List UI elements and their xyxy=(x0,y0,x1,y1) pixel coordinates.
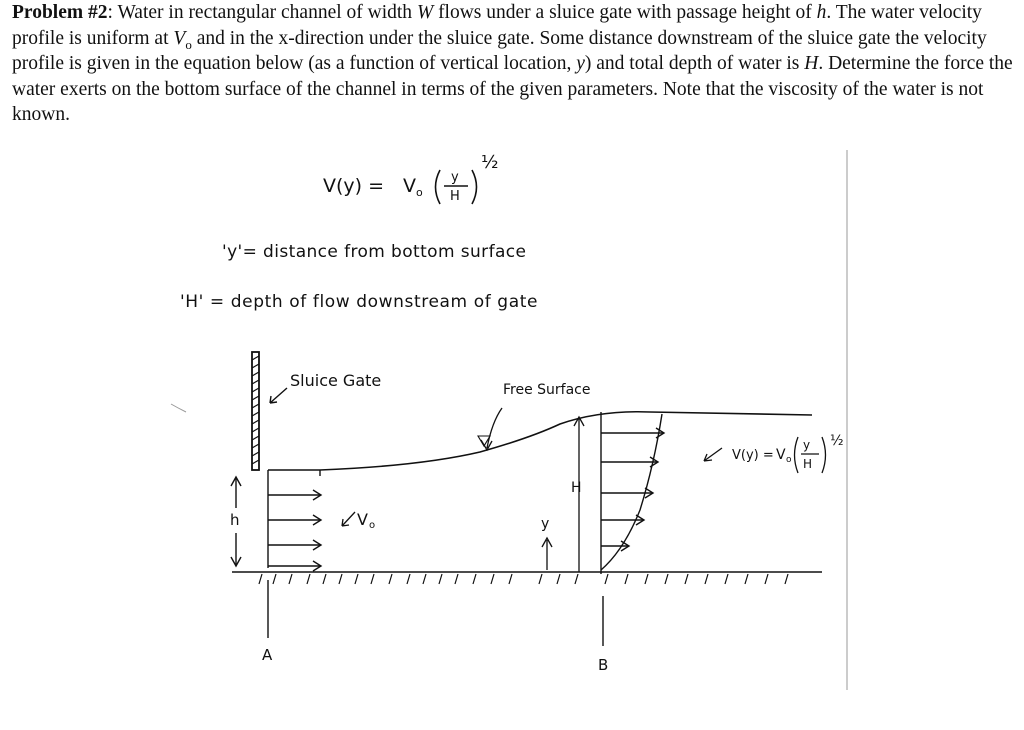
downstream-velocity-profile xyxy=(601,412,664,574)
eq-right-paren xyxy=(472,170,477,204)
def-H: 'H' = depth of flow downstream of gate xyxy=(180,292,539,312)
label-H: H xyxy=(571,480,582,496)
vo-pointer xyxy=(342,512,355,526)
sluice-gate-label: Sluice Gate xyxy=(290,371,382,390)
profile-eq-right-paren xyxy=(822,437,826,473)
label-y: y xyxy=(541,516,550,532)
profile-eq-exponent: ½ xyxy=(830,433,844,449)
profile-eq-frac-den: H xyxy=(803,457,813,471)
profile-eq-pointer xyxy=(704,448,722,461)
free-surface-label: Free Surface xyxy=(503,382,591,398)
problem-statement: Problem #2: Water in rectangular channel of width W flows under a sluice gate with passage height of h. The water velocity profile is uniform at $V_o$ and in the x-direction under the sluice gate. Some distance downstream of the sluice gate the velocity profile is given in the equation below (as a function of vertical location, y) and total depth of water is H. Determine the force the water exerts on the bottom surface of the channel in terms of the given parameters. Note that the viscosity of the water is not known. xyxy=(12,2,1013,125)
var-y: y xyxy=(576,53,585,74)
eq-coef-sub: o xyxy=(416,186,423,199)
profile-eq-coef-sub: o xyxy=(786,455,792,465)
free-surface-pointer xyxy=(481,408,502,450)
label-h: h xyxy=(230,511,240,529)
velocity-equation xyxy=(323,152,498,204)
bottom-hatching xyxy=(259,574,788,584)
label-b: B xyxy=(598,656,609,674)
sluice-gate xyxy=(252,352,259,470)
eq-left-paren xyxy=(436,170,441,204)
profile-eq-frac-num: y xyxy=(803,438,811,452)
profile-eq-left-paren xyxy=(795,437,799,473)
var-H: H xyxy=(804,53,819,74)
eq-lhs: V(y) = xyxy=(323,175,385,197)
eq-exponent: ½ xyxy=(481,152,499,173)
label-vo-sub: o xyxy=(369,520,376,531)
def-y: 'y'= distance from bottom surface xyxy=(222,242,527,262)
var-h: h xyxy=(816,2,827,23)
label-a: A xyxy=(262,646,273,664)
profile-eq-lhs: V(y) = xyxy=(732,448,774,463)
stray-mark xyxy=(171,404,186,412)
profile-equation xyxy=(732,433,844,473)
var-W: W xyxy=(416,2,434,23)
uniform-velocity-profile xyxy=(268,470,321,571)
var-V: V xyxy=(173,27,186,49)
label-vo: V xyxy=(357,510,368,529)
eq-frac-num: y xyxy=(451,170,459,185)
profile-eq-coef: V xyxy=(776,447,786,463)
sluice-gate-pointer xyxy=(270,388,287,403)
eq-coef: V xyxy=(403,175,416,197)
problem-label: Problem #2 xyxy=(12,2,108,23)
eq-frac-den: H xyxy=(450,189,460,204)
var-V-sub: o xyxy=(185,36,192,52)
